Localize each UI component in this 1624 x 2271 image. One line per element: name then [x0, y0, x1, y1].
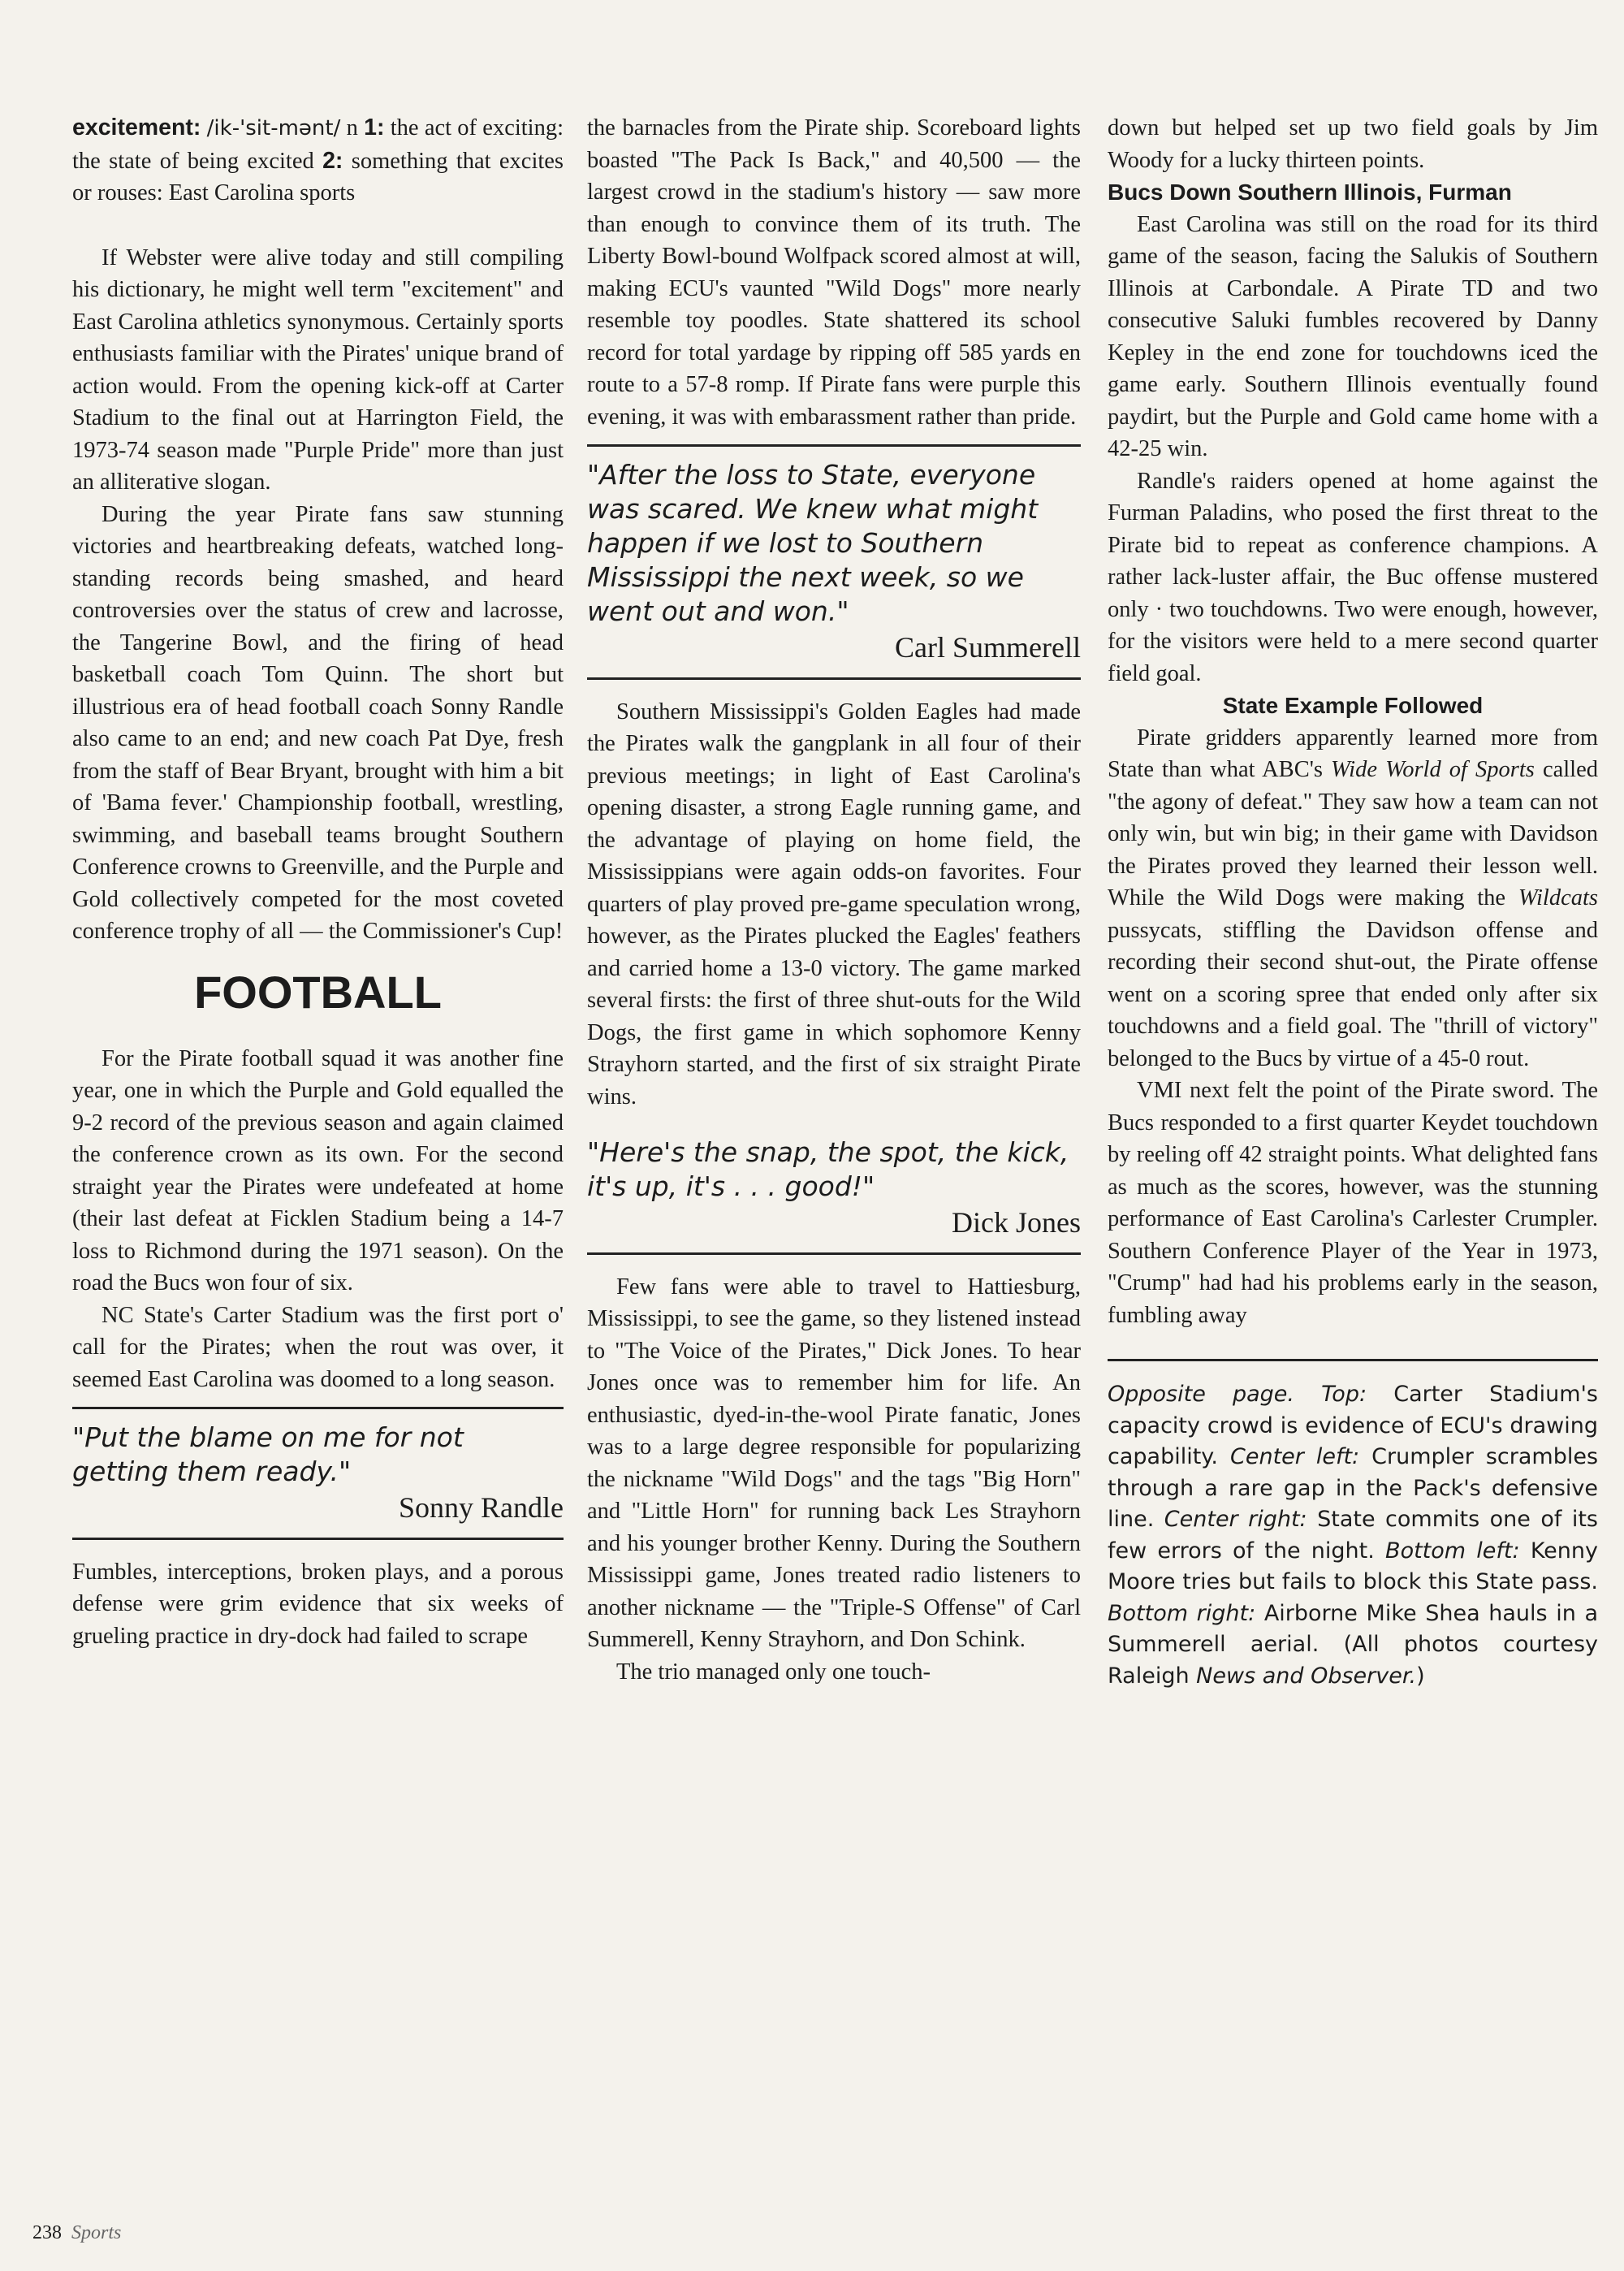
- caption-text: State commits one of its few errors of the night.: [1108, 1507, 1598, 1564]
- pull-quote-attribution: Sonny Randle: [399, 1491, 564, 1524]
- caption-label: Center right:: [1164, 1507, 1307, 1532]
- paragraph: Southern Mississippi's Golden Eagles had made the Pirates walk the gangplank in all four of their previous meetings; in light of East Carolina's opening disaster, a strong Eagle running game, and the advantage of playing on home field, the Mississippians were again odds-on favorites. Four quarters of play proved pre-game speculation wrong, however, as the Pirates plucked the Eagles' feathers and carried home a 13-0 victory. The game marked several firsts: the first of three shut-outs for the Wild Dogs, the first game in which sophomore Kenny Strayhorn started, and the first of six straight Pirate wins.: [587, 699, 1081, 1110]
- definition-term: excitement:: [72, 115, 201, 141]
- subheading: Bucs Down Southern Illinois, Furman: [1108, 180, 1512, 205]
- pull-quote: [72, 1407, 564, 1540]
- definition-number-2: 2:: [322, 147, 343, 174]
- text-run: Pirate gridders apparently learned more from State than what ABC's: [1108, 725, 1598, 782]
- paragraph: If Webster were alive today and still compiling his dictionary, he might well term "excitement" and East Carolina athletics synonymous. Certainly sports enthusiasts familiar with the Pirates' unique brand of action would. From the opening kick-off at Carter Stadium to the final out at Harrington Field, the 1973-74 season made "Purple Pride" more than just an alliterative slogan.: [72, 244, 564, 495]
- pronunciation: /ik-'sit-mənt/: [206, 116, 341, 141]
- paragraph: During the year Pirate fans saw stunning victories and heartbreaking defeats, watched long-standing records being smashed, and heard controversies over the status of crew and lacrosse, the Tangerine Bowl, and the firing of head basketball coach Tom Quinn. The short but illustrious era of head football coach Sonny Randle also came to an end; and new coach Pat Dye, fresh from the staff of Bear Bryant, brought with him a bit of 'Bama fever.' Championship football, wrestling, swimming, and baseball teams brought Southern Conference crowns to Greenville, and the Purple and Gold collectively competed for the most coveted conference trophy of all — the Commissioner's Cup!: [72, 501, 564, 944]
- paragraph: East Carolina was still on the road for its third game of the season, facing the Salukis of Southern Illinois at Carbondale. A Pirate TD and two consecutive Saluki fumbles recovered by Danny Kepley in the end zone for touchdowns iced the game early. Southern Illinois eventually found paydirt, but the Purple and Gold came home with a 42-25 win.: [1108, 211, 1598, 461]
- section-name: Sports: [71, 2222, 122, 2243]
- column-3: [1108, 112, 1598, 1692]
- caption-text: Crumpler scrambles through a rare gap in the Pack's defensive line.: [1108, 1444, 1599, 1532]
- paragraph: Fumbles, interceptions, broken plays, and a porous defense were grim evidence that six weeks of grueling practice in dry-dock had failed to scrape: [72, 1559, 564, 1649]
- paragraph: Few fans were able to travel to Hattiesburg, Mississippi, to see the game, so they listened instead to "The Voice of the Pirates," Dick Jones. To hear Jones once was to remember him for life. An enthusiastic, dyed-in-the-wool Pirate fanatic, Jones was to a large degree responsible for popularizing the nickname "Wild Dogs" and the tags "Big Horn" and "Little Horn" for running back Les Strayhorn and his younger brother Kenny. During the Southern Mississippi game, Jones treated radio listeners to another nickname — the "Triple-S Offense" of Carl Summerell, Kenny Strayhorn, and Don Schink.: [587, 1274, 1081, 1652]
- paragraph: Randle's raiders opened at home against the Furman Paladins, who posed the first threat to the Pirate bid to repeat as conference champions. A rather lack-luster affair, the Buc offense mustered only · two touchdowns. Two were enough, however, for the visitors were held to a mere second quarter field goal.: [1108, 468, 1598, 686]
- caption-text: Kenny Moore tries but fails to block this State pass.: [1108, 1538, 1598, 1594]
- part-of-speech: n: [346, 115, 358, 141]
- caption-text: ): [1416, 1663, 1425, 1689]
- subheading: State Example Followed: [1222, 693, 1484, 718]
- caption-label: News and Observer.: [1196, 1663, 1417, 1689]
- page-footer: [32, 2222, 121, 2244]
- paragraph: For the Pirate football squad it was another fine year, one in which the Purple and Gold equalled the 9-2 record of the previous season and again claimed the conference crown as its own. For the second straight year the Pirates were undefeated at home (their last defeat at Ficklen Stadium being a 14-7 loss to Richmond during the 1971 season). On the road the Bucs won four of six.: [72, 1045, 564, 1296]
- section-heading: FOOTBALL: [194, 966, 442, 1018]
- caption-label: Bottom right:: [1108, 1600, 1256, 1626]
- pull-quote: [587, 444, 1081, 680]
- caption-label: Center left:: [1230, 1444, 1360, 1469]
- paragraph: [1108, 722, 1598, 1075]
- pull-quote: [587, 1124, 1081, 1255]
- definition-1: the act of exciting: the state of being excited: [72, 115, 564, 174]
- caption-label: Opposite page. Top:: [1108, 1382, 1367, 1407]
- pull-quote-text: "Here's the snap, the spot, the kick, it's up, it's . . . good!": [587, 1136, 1069, 1202]
- definition-number-1: 1:: [364, 115, 385, 141]
- text-run: pussycats, stiffling the Davidson offense and recording their second shut-out, the Pirate offense went on a scoring spree that ended only after six touchdowns and a field goal. The "thrill of victory" belonged to the Bucs by virtue of a 45-0 rout.: [1108, 917, 1598, 1071]
- pull-quote-text: "After the loss to State, everyone was scared. We knew what might happen if we lost to Southern Mississippi the next week, so we went out and won.": [587, 459, 1039, 627]
- text-run: called "the agony of defeat." They saw how a team can not only win, but win big; in their game with Davidson the Pirates proved they learned their lesson well. While the Wild Dogs were making the: [1108, 757, 1599, 911]
- pull-quote-attribution: Dick Jones: [952, 1206, 1081, 1239]
- team-name: Wildcats: [1518, 885, 1599, 911]
- program-title: Wide World of Sports: [1331, 757, 1535, 782]
- page-number: 238: [32, 2222, 62, 2243]
- definition-2: something that excites or rouses: East Carolina sports: [72, 148, 564, 205]
- pull-quote-text: "Put the blame on me for not getting them ready.": [72, 1421, 464, 1487]
- column-1: [72, 112, 564, 1652]
- paragraph: the barnacles from the Pirate ship. Scoreboard lights boasted "The Pack Is Back," and 40,500 — the largest crowd in the stadium's history — saw more than enough to convince them of its truth. The Liberty Bowl-bound Wolfpack scored almost at will, making ECU's vaunted "Wild Dogs" more nearly resemble toy poodles. State shattered its school record for total yardage by ripping off 585 yards en route to a 57-8 romp. If Pirate fans were purple this evening, it was with embarassment rather than pride.: [587, 115, 1081, 430]
- photo-caption: [1108, 1379, 1598, 1692]
- paragraph: VMI next felt the point of the Pirate sword. The Bucs responded to a first quarter Keydet touchdown by reeling off 42 straight points. What delighted fans as much as the scores, however, was the stunning performance of East Carolina's Carlester Crumpler. Southern Conference Player of the Year in 1973, "Crump" had had his problems early in the season, fumbling away: [1108, 1078, 1598, 1328]
- paragraph: down but helped set up two field goals by Jim Woody for a lucky thirteen points.: [1108, 115, 1598, 173]
- dictionary-definition: [72, 112, 564, 210]
- pull-quote-attribution: Carl Summerell: [895, 631, 1081, 664]
- paragraph: NC State's Carter Stadium was the first port o' call for the Pirates; when the rout was over, it seemed East Carolina was doomed to a long season.: [72, 1302, 564, 1392]
- caption-label: Bottom left:: [1385, 1538, 1520, 1564]
- paragraph: The trio managed only one touch-: [616, 1659, 931, 1685]
- caption-text: Airborne Mike Shea hauls in a Summerell aerial. (All photos courtesy Raleigh: [1108, 1600, 1598, 1689]
- column-2: [587, 112, 1081, 1688]
- divider: [1108, 1359, 1598, 1361]
- caption-text: Carter Stadium's capacity crowd is evidence of ECU's drawing capability.: [1108, 1382, 1598, 1469]
